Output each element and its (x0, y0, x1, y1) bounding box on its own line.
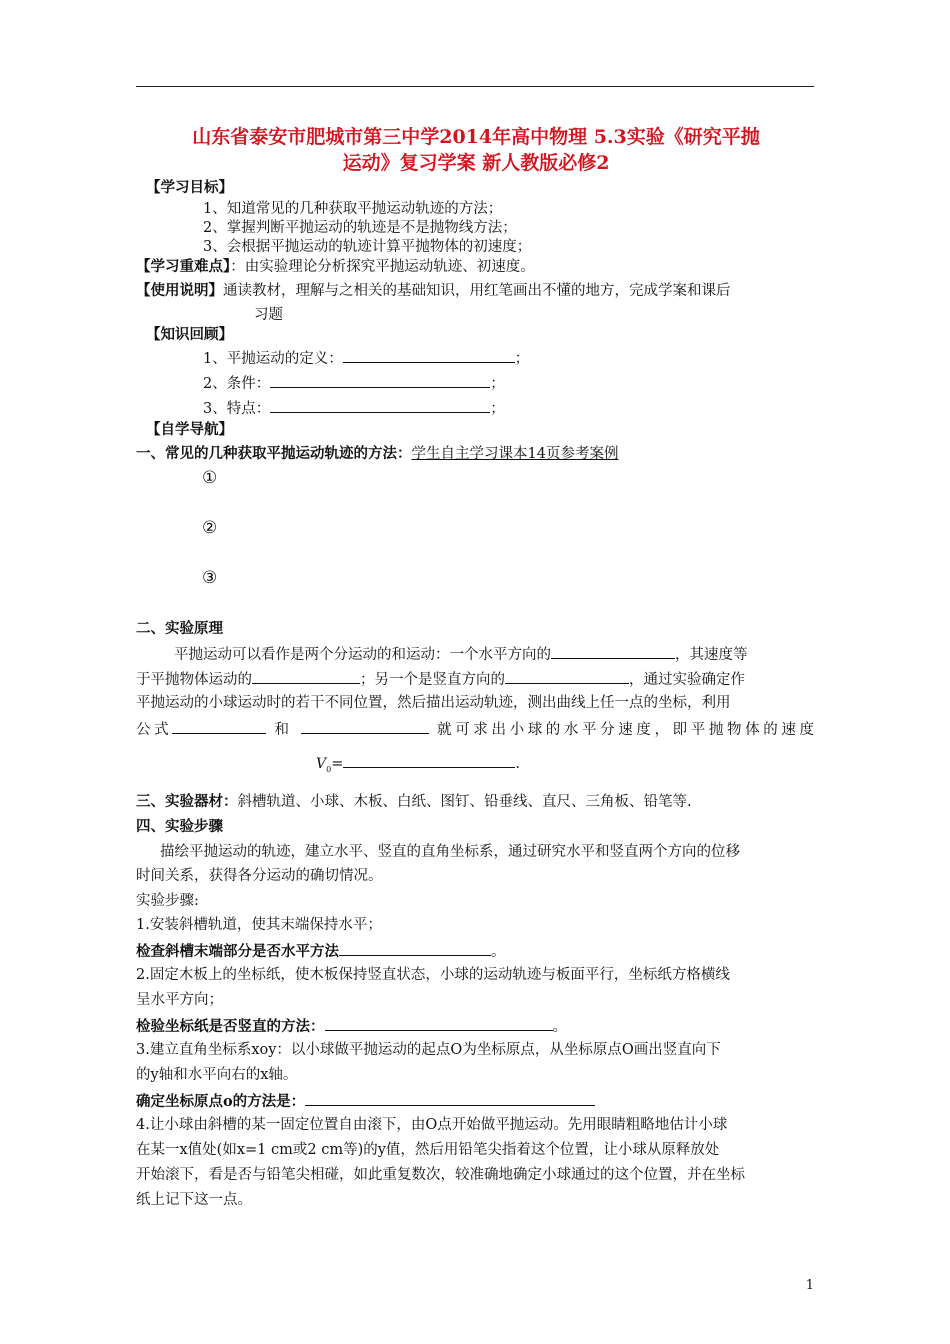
steps-label: 实验步骤: (136, 893, 199, 909)
step-4-line-3: 开始滚下，看是否与铅笔尖相碰，如此重复数次，较准确地确定小球通过的这个位置，并在坐标 (136, 1167, 745, 1183)
principle-blank-3[interactable] (505, 668, 629, 684)
goal-item-3: 3、会根据平抛运动的轨迹计算平抛物体的初速度； (203, 239, 532, 255)
step-4-line-2: 在某一x值处(如x=1 cm或2 cm等)的y值，然后用铅笔尖指着这个位置，让小球从原释放处 (136, 1142, 720, 1158)
question-2-blank[interactable] (325, 1015, 553, 1031)
principle-line-2: 于平抛物体运动的 ；另一个是竖直方向的 ，通过实验确定作 (136, 668, 745, 690)
step-1: 1.安装斜槽轨道，使其末端保持水平； (136, 917, 382, 933)
initial-velocity-line: $V_0=$ . (316, 752, 520, 780)
step-2-line-2: 呈水平方向； (136, 992, 223, 1008)
principle-line-3: 平抛运动的小球运动时的若干不同位置，然后描出运动轨迹，测出曲线上任一点的坐标，利用 (136, 695, 731, 711)
title-line-1: 山东省泰安市肥城市第三中学2014年高中物理 5.3实验《研究平抛 (192, 126, 760, 148)
keypoints-text: ：由实验理论分析探究平抛运动轨迹、初速度。 (230, 259, 535, 275)
section-4-heading: 四、实验步骤 (136, 818, 223, 835)
procedure-intro-1: 描绘平抛运动的轨迹，建立水平、竖直的直角坐标系，通过研究水平和竖直两个方向的位移 (160, 844, 740, 860)
section-1-line (136, 444, 618, 464)
review-blank-2[interactable] (270, 372, 490, 388)
method-mark-3: ③ (202, 568, 218, 588)
review-item-1: 1、平抛运动的定义： ； (203, 347, 529, 369)
section-2-heading: 二、实验原理 (136, 620, 223, 637)
principle-blank-2[interactable] (252, 668, 360, 684)
title-line-2: 运动》复习学案 新人教版必修2 (342, 152, 610, 174)
principle-line-4: 公式 和 就可求出小球的水平分速度，即平抛物体的速度 (136, 718, 814, 740)
step-3-line-1: 3.建立直角坐标系xoy：以小球做平抛运动的起点O为坐标原点，从坐标原点O画出竖直向下 (136, 1042, 721, 1058)
review-heading: 【知识回顾】 (146, 326, 233, 343)
step-4-line-1: 4.让小球由斜槽的某一固定位置自由滚下，由O点开始做平抛运动。先用眼睛粗略地估计小球 (136, 1117, 728, 1133)
question-2: 检验坐标纸是否竖直的方法： 。 (136, 1015, 567, 1037)
usage-heading: 【使用说明】 (136, 282, 223, 299)
review-blank-3[interactable] (270, 397, 490, 413)
usage-text-2: 习题 (254, 307, 283, 323)
velocity-blank[interactable] (343, 752, 515, 768)
method-mark-2: ② (202, 518, 218, 538)
equipment-list: 斜槽轨道、小球、木板、白纸、图钉、铅垂线、直尺、三角板、铅笔等. (237, 794, 692, 810)
page-number: 1 (805, 1278, 814, 1293)
principle-blank-4[interactable] (172, 718, 266, 734)
document-title (136, 124, 816, 176)
review-blank-1[interactable] (343, 347, 515, 363)
method-mark-1: ① (202, 468, 218, 488)
usage-line (136, 281, 731, 301)
goals-heading: 【学习目标】 (146, 179, 233, 196)
goal-item-2: 2、掌握判断平抛运动的轨迹是不是抛物线方法； (203, 220, 517, 236)
principle-line-1: 平抛运动可以看作是两个分运动的和运动：一个水平方向的 ，其速度等 (174, 643, 748, 665)
principle-blank-5[interactable] (301, 718, 429, 734)
review-item-2: 2、条件： ； (203, 372, 505, 394)
section-1-reference: 学生自主学习课本14页参考案例 (411, 446, 619, 462)
principle-blank-1[interactable] (551, 643, 675, 659)
section-3-heading: 三、实验器材： (136, 793, 238, 810)
guide-heading: 【自学导航】 (146, 421, 233, 438)
section-1-heading: 一、常见的几种获取平抛运动轨迹的方法： (136, 445, 412, 462)
header-rule (136, 86, 814, 87)
review-item-3: 3、特点： ； (203, 397, 505, 419)
step-2-line-1: 2.固定木板上的坐标纸，使木板保持竖直状态，小球的运动轨迹与板面平行，坐标纸方格横线 (136, 967, 730, 983)
step-3-line-2: 的y轴和水平向右的x轴。 (136, 1067, 298, 1083)
goal-item-1: 1、知道常见的几种获取平抛运动轨迹的方法； (203, 201, 503, 217)
keypoints-line (136, 257, 535, 277)
keypoints-heading: 【学习重难点】 (136, 258, 231, 275)
section-3-line (136, 792, 692, 812)
step-4-line-4: 纸上记下这一点。 (136, 1192, 252, 1208)
question-1: 检查斜槽末端部分是否水平方法 。 (136, 940, 506, 962)
procedure-intro-2: 时间关系，获得各分运动的确切情况。 (136, 868, 383, 884)
usage-text-1: 通读教材，理解与之相关的基础知识，用红笔画出不懂的地方，完成学案和课后 (223, 283, 731, 299)
question-3: 确定坐标原点o的方法是： (136, 1090, 595, 1112)
question-1-blank[interactable] (339, 940, 491, 956)
question-3-blank[interactable] (305, 1090, 595, 1106)
